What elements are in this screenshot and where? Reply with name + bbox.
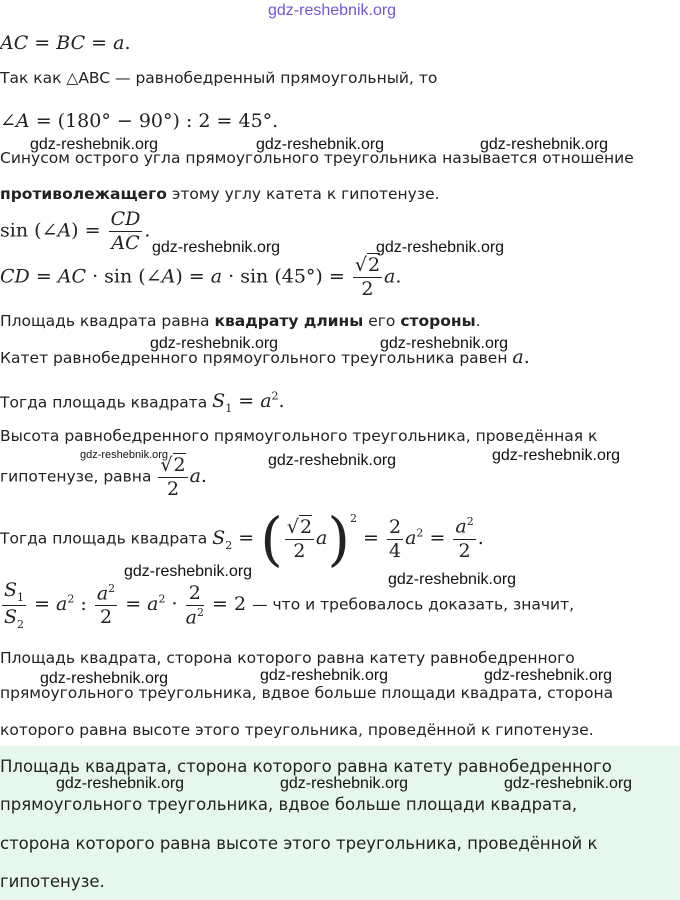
watermark: gdz-reshebnik.org: [260, 667, 389, 684]
text-height-statement: Высота равнобедренного прямоугольного треугольника, проведённая к: [0, 427, 598, 445]
equation-cd: CD = AC · sin (∠A) = a · sin (45°) = $\frac{√2}{2}$ a.: [0, 254, 402, 300]
watermark: gdz-reshebnik.org: [480, 136, 609, 153]
watermark: gdz-reshebnik.org: [80, 449, 169, 461]
fraction-sqrt2-2: $\frac{√2}{2}$: [160, 454, 186, 500]
watermark: gdz-reshebnik.org: [152, 239, 281, 256]
text-height-value: гипотенузе, равна $\frac{√2}{2}$ a.: [0, 454, 207, 500]
fraction-sqrt2-2: $\frac{√2}{2}$: [354, 254, 381, 300]
answer-line-2: прямоугольного треугольника, вдвое больше площади квадрата,: [0, 795, 578, 814]
text-triangle-statement: Так как △ABC — равнобедренный прямоугольный, то: [0, 69, 438, 87]
fraction-s1-s2: $\frac{S_1}{S_2}$: [4, 579, 25, 631]
text-conclusion-1: Площадь квадрата, сторона которого равна катету равнобедренного: [0, 649, 575, 667]
text-leg-equals-a: Катет равнобедренного прямоугольного треугольника равен a.: [0, 346, 530, 368]
bold-opposite: противолежащего: [0, 185, 167, 203]
watermark: gdz-reshebnik.org: [56, 775, 185, 792]
watermark: gdz-reshebnik.org: [376, 239, 505, 256]
watermark: gdz-reshebnik.org: [30, 136, 159, 153]
answer-line-3: сторона которого равна высоте этого треугольника, проведённой к: [0, 834, 598, 853]
watermark: gdz-reshebnik.org: [380, 335, 509, 352]
text-conclusion-2: прямоугольного треугольника, вдвое больше площади квадрата, сторона: [0, 684, 614, 702]
fraction-2-4: $\frac{2}{4}$: [389, 515, 402, 562]
text-area-s1: Тогда площадь квадрата $S_1 = a^2$.: [0, 390, 285, 416]
equation-ac-bc: AC = BC = a.: [0, 32, 131, 54]
answer-line-1: Площадь квадрата, сторона которого равна катету равнобедренного: [0, 757, 612, 776]
fraction-2-a2: $\frac{2}{a^2}$: [185, 581, 204, 629]
watermark: gdz-reshebnik.org: [484, 667, 613, 684]
text-sine-definition: Синусом острого угла прямоугольного треугольника называется отношение: [0, 149, 634, 167]
text-conclusion-3: которого равна высоте этого треугольника, проведённой к гипотенузе.: [0, 721, 594, 739]
watermark-top[interactable]: gdz-reshebnik.org: [268, 2, 397, 19]
watermark: gdz-reshebnik.org: [40, 670, 169, 687]
text-area-s2: Тогда площадь квадрата $S_2$ = ( $\frac{√2}{2}$ a)$^2$ = $\frac{2}{4}$ $a^2$ = $\frac{a^2}{2}$ .: [0, 505, 484, 573]
equation-sin-a: sin (∠A) = $\frac{CD}{AC}$ .: [0, 208, 151, 254]
text-ratio-proof: $\frac{S_1}{S_2}$ = $a^2$ : $\frac{a^2}{2}$ = $a^2$ · $\frac{2}{a^2}$ = 2 — что и требовалось доказать, значит,: [4, 579, 575, 631]
watermark: gdz-reshebnik.org: [388, 571, 517, 588]
fraction-sqrt2-2: $\frac{√2}{2}$: [286, 515, 313, 562]
answer-line-4: гипотенузе.: [0, 872, 105, 891]
fraction-cd-ac: $\frac{CD}{AC}$: [110, 208, 141, 254]
answer-box: [0, 746, 680, 900]
text-sine-definition-cont: противолежащего этому углу катета к гипотенузе.: [0, 185, 440, 203]
watermark: gdz-reshebnik.org: [492, 447, 621, 464]
watermark: gdz-reshebnik.org: [504, 775, 633, 792]
watermark: gdz-reshebnik.org: [124, 563, 253, 580]
watermark: gdz-reshebnik.org: [150, 335, 279, 352]
text-square-area-rule: Площадь квадрата равна квадрату длины его стороны.: [0, 312, 481, 330]
equation-angle-a: ∠A = (180° − 90°) : 2 = 45°.: [0, 110, 279, 132]
watermark: gdz-reshebnik.org: [256, 136, 385, 153]
watermark: gdz-reshebnik.org: [280, 775, 409, 792]
fraction-a2-2: $\frac{a^2}{2}$: [455, 515, 474, 562]
fraction-a2-2: $\frac{a^2}{2}$: [96, 581, 116, 629]
watermark: gdz-reshebnik.org: [268, 452, 397, 469]
